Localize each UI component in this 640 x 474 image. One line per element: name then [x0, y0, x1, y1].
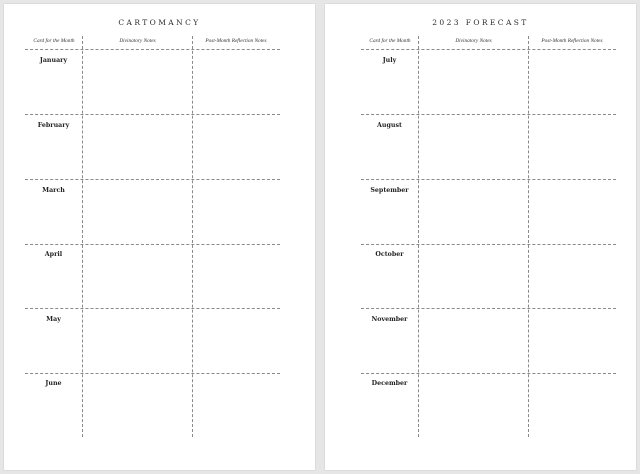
- month-label: September: [370, 187, 409, 194]
- month-label: November: [371, 316, 408, 323]
- planner-page-right: [325, 4, 636, 470]
- table-header: [25, 36, 280, 50]
- month-label: October: [375, 251, 404, 258]
- month-label: February: [37, 122, 70, 129]
- table-row: [25, 180, 280, 245]
- table-row: [25, 115, 280, 180]
- column-header-card: Card for the Month: [33, 38, 75, 44]
- planner-page-left: [4, 4, 315, 470]
- column-header-reflection-notes: Post-Month Reflection Notes: [205, 38, 267, 44]
- month-label: January: [39, 57, 68, 64]
- table-header: [361, 36, 616, 50]
- table-row: [361, 50, 616, 115]
- month-label: December: [371, 380, 408, 387]
- table-row: [361, 309, 616, 374]
- page-title: 2023 FORECAST: [432, 18, 529, 27]
- month-label: April: [44, 251, 63, 258]
- table-row: [25, 50, 280, 115]
- month-label: August: [377, 122, 402, 129]
- monthly-table: [25, 36, 280, 437]
- table-row: [361, 115, 616, 180]
- month-label: March: [42, 187, 65, 194]
- table-row: [361, 244, 616, 309]
- month-label: July: [382, 57, 397, 64]
- column-header-divinatory-notes: Divinatory Notes: [119, 38, 156, 44]
- table-row: [361, 180, 616, 245]
- table-row: [25, 309, 280, 374]
- page-title: CARTOMANCY: [118, 18, 201, 27]
- table-row: [25, 373, 280, 437]
- monthly-table: [361, 36, 616, 437]
- month-label: June: [45, 380, 62, 387]
- column-header-reflection-notes: Post-Month Reflection Notes: [541, 38, 603, 44]
- month-label: May: [46, 316, 61, 323]
- column-header-card: Card for the Month: [369, 38, 411, 44]
- table-row: [25, 244, 280, 309]
- column-header-divinatory-notes: Divinatory Notes: [455, 38, 492, 44]
- table-row: [361, 373, 616, 437]
